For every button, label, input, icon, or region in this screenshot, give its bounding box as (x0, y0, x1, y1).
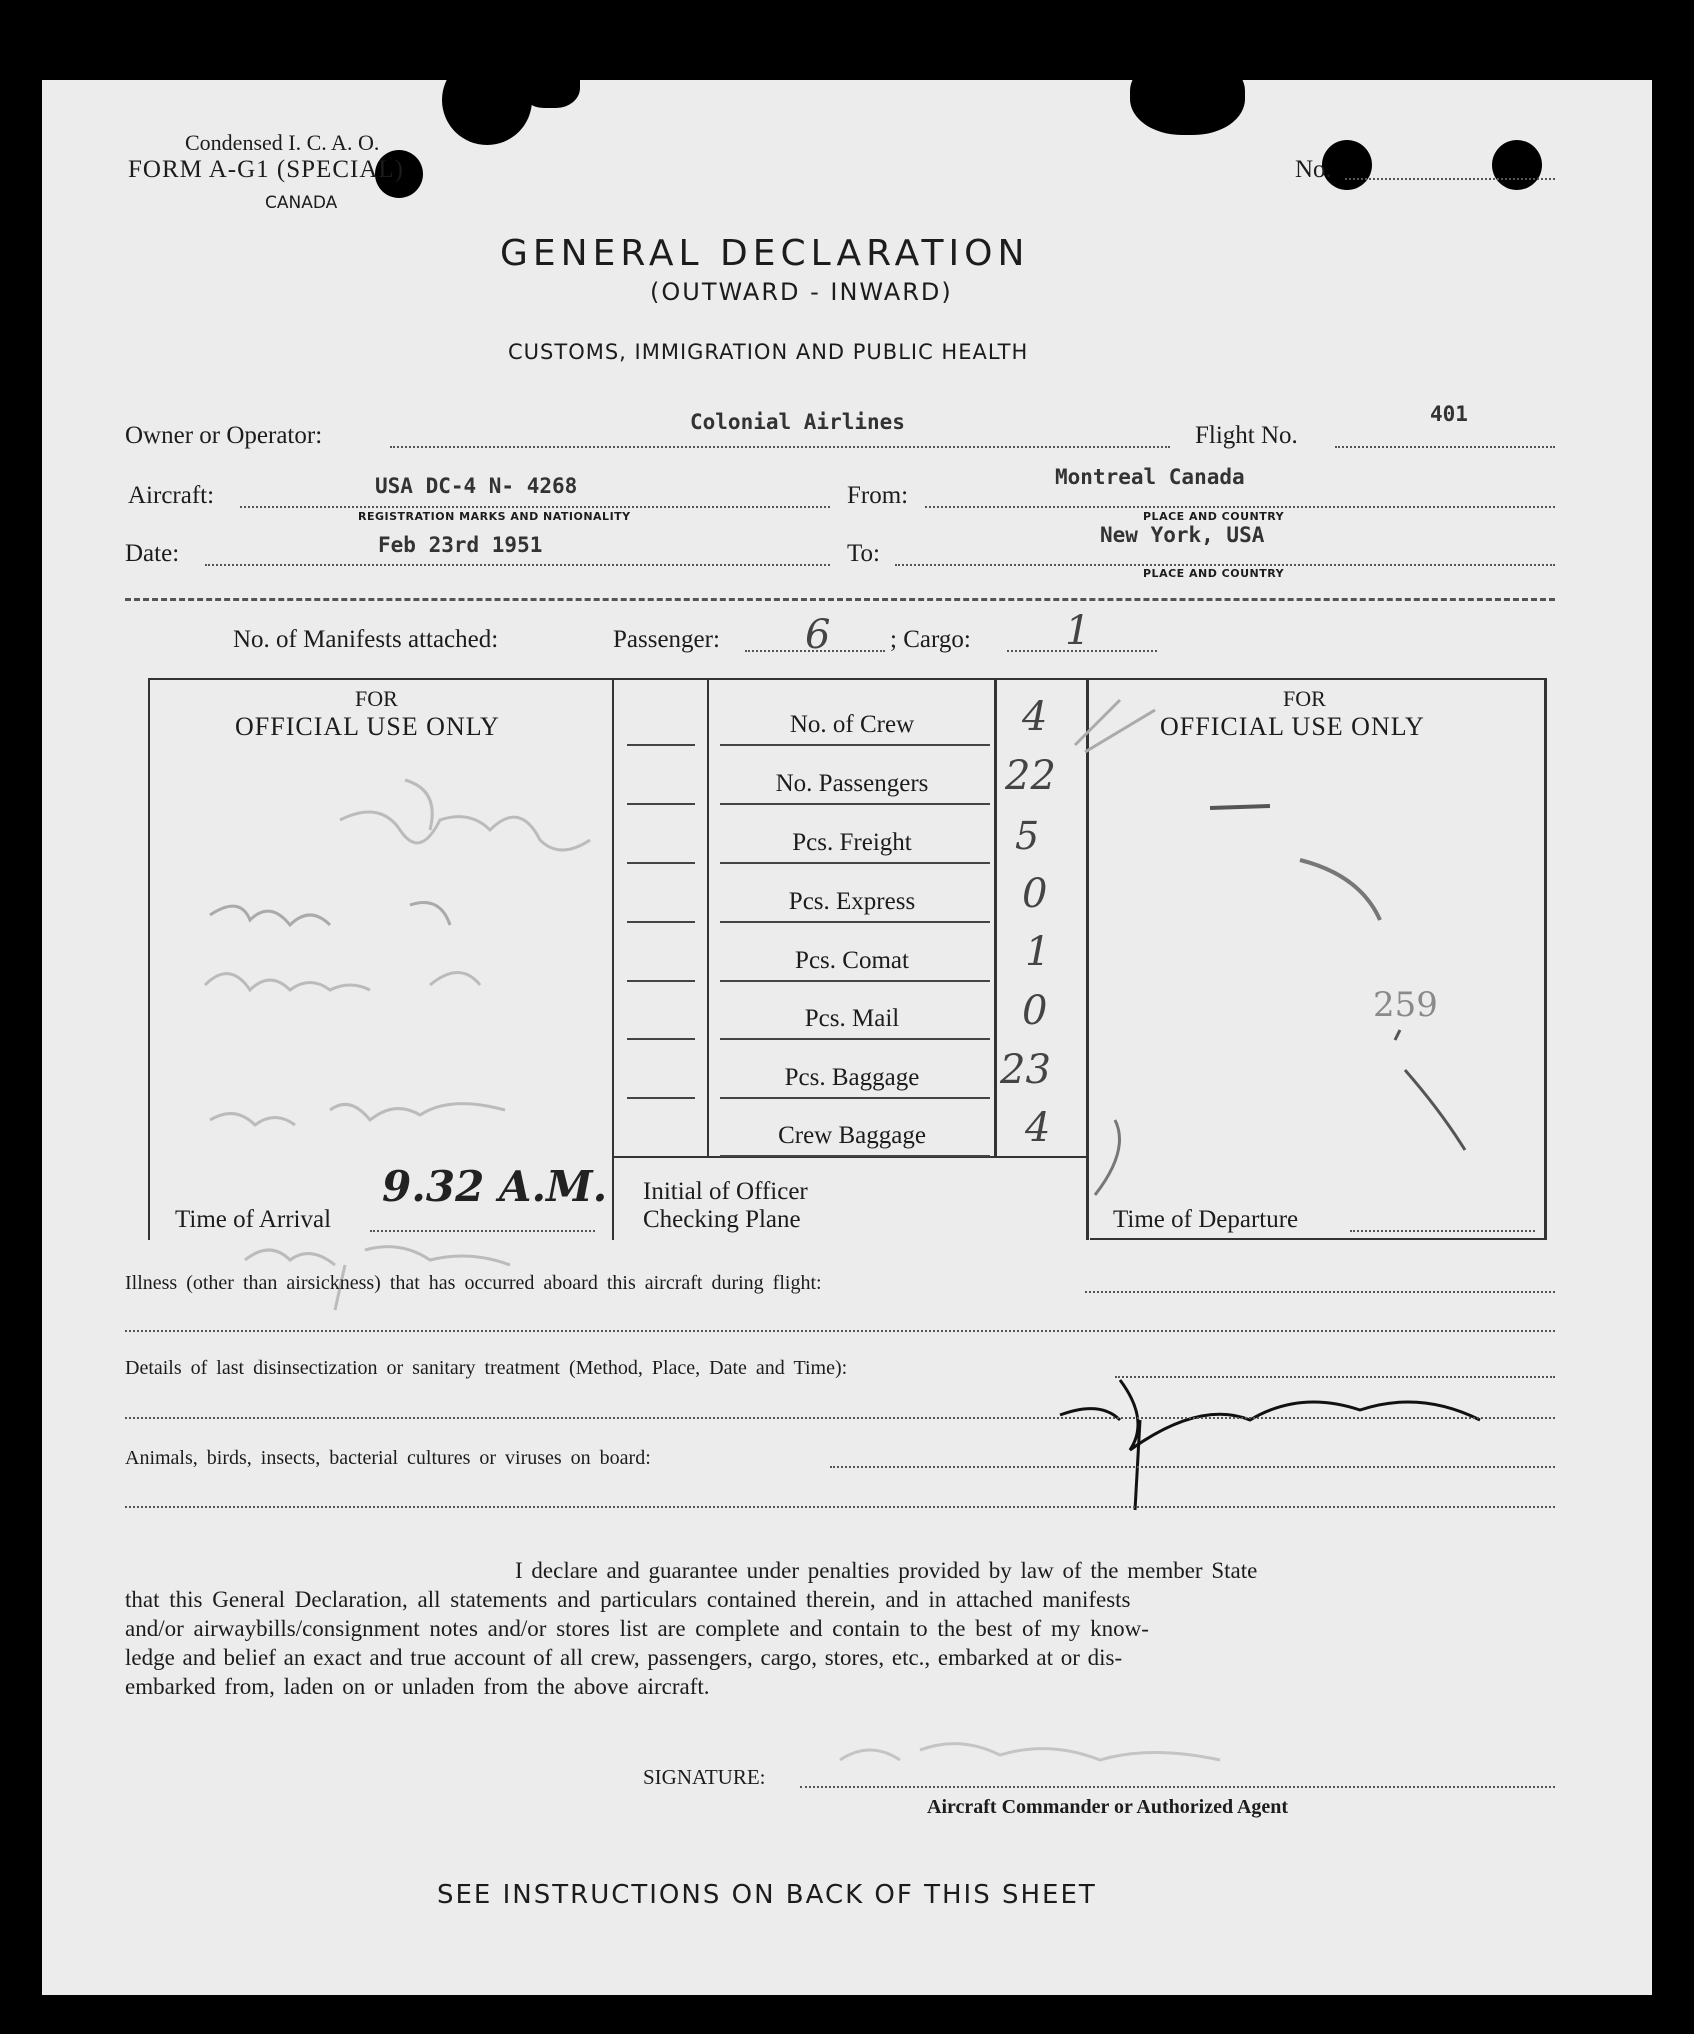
freight-value: 5 (1015, 814, 1040, 858)
declaration-line-2: that this General Declaration, all statements and particulars contained therein, and in attached manifests (125, 1587, 1131, 1612)
time-arrival-value: 9.32 A.M. (382, 1162, 608, 1211)
to-label: To: (847, 540, 880, 567)
manifests-label: No. of Manifests attached: (233, 626, 499, 653)
animals-field (830, 1466, 1555, 1468)
mail-value: 0 (1022, 988, 1048, 1034)
time-arrival-field (370, 1230, 595, 1232)
row-label-freight: Pcs. Freight (792, 829, 912, 856)
initial-officer-label-2: Checking Plane (643, 1206, 801, 1233)
illness-question: Illness (other than airsickness) that has occurred aboard this aircraft during flight: (125, 1272, 822, 1294)
from-value: Montreal Canada (1055, 465, 1245, 489)
number-label: No. (1295, 156, 1332, 183)
row-label-baggage: Pcs. Baggage (784, 1064, 920, 1091)
crew-baggage-value: 4 (1025, 1105, 1051, 1151)
flight-label: Flight No. (1195, 422, 1298, 449)
form-id-line1: Condensed I. C. A. O. (185, 130, 380, 155)
row-label-express: Pcs. Express (788, 888, 916, 915)
aircraft-value: USA DC-4 N- 4268 (375, 474, 578, 498)
cargo-value: 1 (1065, 608, 1091, 654)
signature-caption: Aircraft Commander or Authorized Agent (927, 1796, 1289, 1818)
declaration-line-1: I declare and guarantee under penalties provided by law of the member State (515, 1558, 1258, 1583)
owner-value: Colonial Airlines (690, 410, 905, 434)
disinsectization-field (1115, 1376, 1555, 1378)
official-left-heading-1: FOR (355, 686, 398, 711)
signature-field (800, 1786, 1555, 1788)
time-departure-field (1350, 1230, 1535, 1232)
from-caption: PLACE AND COUNTRY (1143, 510, 1285, 523)
form-id-line3: CANADA (265, 193, 338, 213)
page-subtitle: (OUTWARD - INWARD) (650, 278, 953, 306)
comat-value: 1 (1025, 929, 1051, 975)
row-label-crew: No. of Crew (789, 711, 915, 738)
express-value: 0 (1022, 871, 1048, 917)
row-label-mail: Pcs. Mail (804, 1005, 900, 1032)
illness-field (1085, 1291, 1555, 1293)
to-caption: PLACE AND COUNTRY (1143, 567, 1285, 580)
form-id-line2: FORM A-G1 (SPECIAL) (128, 156, 404, 183)
crew-value: 4 (1022, 694, 1048, 740)
signature-label: SIGNATURE: (643, 1765, 766, 1789)
cargo-label: ; Cargo: (890, 626, 971, 653)
flight-value: 401 (1430, 402, 1468, 426)
official-left-heading-2: OFFICIAL USE ONLY (235, 712, 500, 741)
row-label-passengers: No. Passengers (775, 770, 929, 797)
date-label: Date: (125, 540, 180, 567)
declaration-line-3: and/or airwaybills/consignment notes and/or stores list are complete and contain to the best of my know- (125, 1616, 1149, 1641)
date-value: Feb 23rd 1951 (378, 533, 543, 557)
to-value: New York, USA (1100, 523, 1265, 547)
animals-field-2 (125, 1506, 1555, 1508)
passenger-value: 6 (805, 612, 831, 658)
stamp-number: 259 (1373, 985, 1438, 1025)
official-right-heading-2: OFFICIAL USE ONLY (1160, 712, 1425, 741)
owner-label: Owner or Operator: (125, 422, 323, 449)
row-label-crew-baggage: Crew Baggage (778, 1122, 926, 1149)
disinsectization-field-2 (125, 1417, 1555, 1419)
official-right-heading-1: FOR (1283, 686, 1326, 711)
footer-instructions: SEE INSTRUCTIONS ON BACK OF THIS SHEET (437, 1880, 1097, 1910)
passenger-label: Passenger: (613, 626, 720, 653)
time-departure-label: Time of Departure (1113, 1206, 1299, 1233)
department-title: CUSTOMS, IMMIGRATION AND PUBLIC HEALTH (508, 340, 1029, 364)
disinsectization-question: Details of last disinsectization or sanitary treatment (Method, Place, Date and Time): (125, 1357, 848, 1379)
initial-officer-label-1: Initial of Officer (643, 1178, 808, 1205)
passengers-value: 22 (1005, 753, 1056, 799)
illness-field-2 (125, 1330, 1555, 1332)
declaration-line-4: ledge and belief an exact and true account of all crew, passengers, cargo, stores, etc., embarked at or dis- (125, 1645, 1123, 1670)
time-arrival-label: Time of Arrival (175, 1206, 332, 1233)
from-label: From: (847, 482, 909, 509)
animals-question: Animals, birds, insects, bacterial cultures or viruses on board: (125, 1447, 651, 1469)
aircraft-caption: REGISTRATION MARKS AND NATIONALITY (358, 510, 631, 523)
declaration-line-5: embarked from, laden on or unladen from the above aircraft. (125, 1674, 710, 1699)
baggage-value: 23 (1000, 1047, 1051, 1093)
page-title: GENERAL DECLARATION (500, 233, 1030, 274)
aircraft-label: Aircraft: (128, 482, 215, 509)
row-label-comat: Pcs. Comat (795, 947, 909, 974)
